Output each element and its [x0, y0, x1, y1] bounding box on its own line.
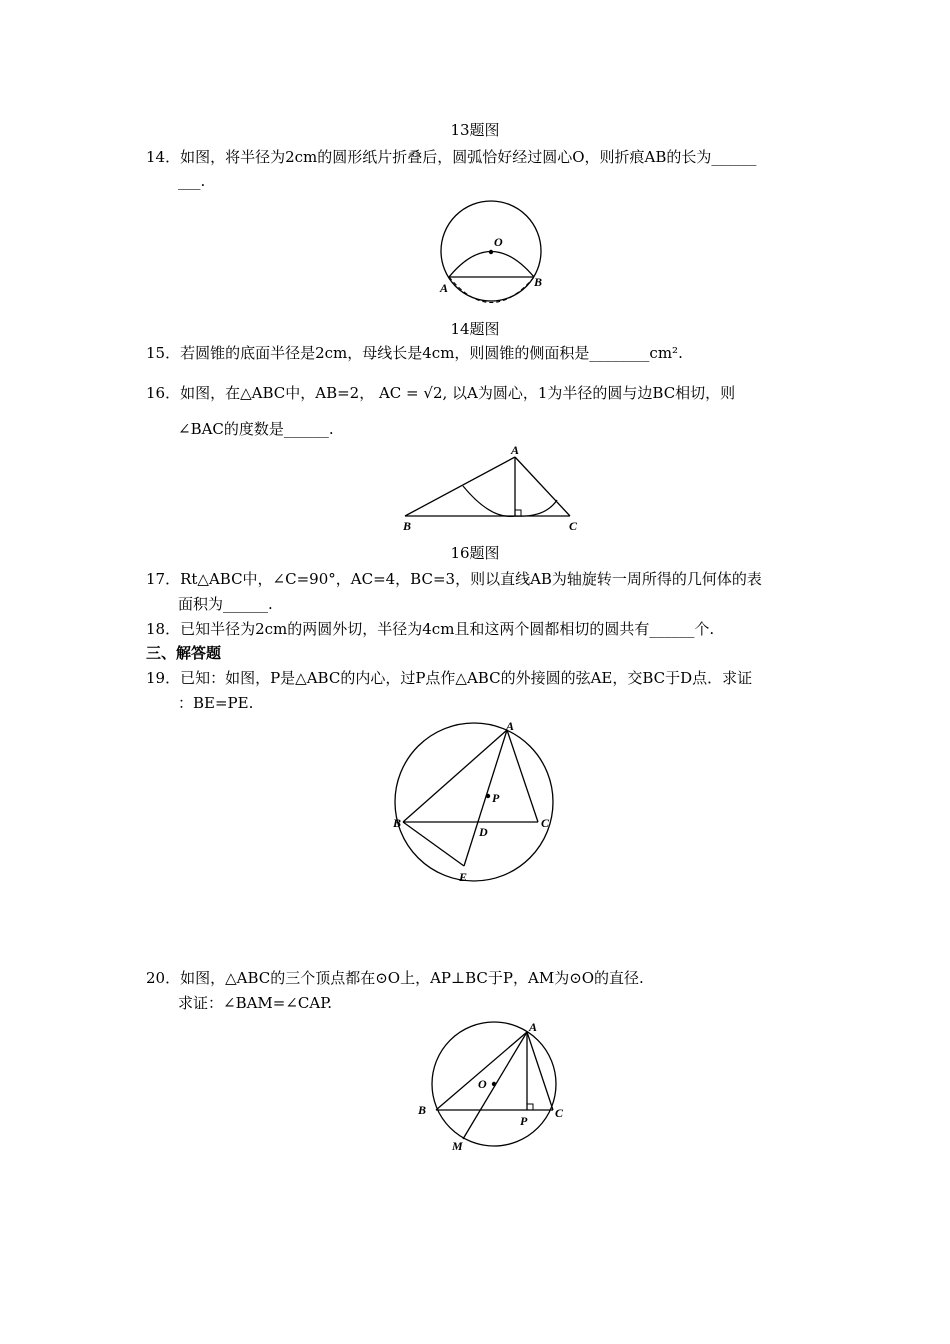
fig19-label-a: A — [506, 719, 515, 733]
question-19-line-2: ：BE=PE. — [178, 694, 254, 712]
figure-caption-16: 16题图 — [450, 544, 500, 562]
fig14-label-b: B — [534, 275, 543, 289]
question-19-line-1: 19．已知：如图，P是△ABC的内心，过P点作△ABC的外接圆的弦AE，交BC于D点．求证 — [146, 669, 753, 687]
fig19-segment-be — [403, 822, 464, 866]
fig16-arc — [463, 486, 557, 516]
fig16-label-b: B — [403, 519, 412, 533]
fig16-label-a: A — [511, 443, 520, 457]
fig14-label-a: A — [440, 281, 449, 295]
section-heading-3: 三、解答题 — [146, 644, 222, 662]
fig14-label-o: O — [494, 235, 503, 249]
fig19-side-ac — [507, 730, 538, 822]
fig20-right-angle — [527, 1104, 533, 1110]
fig14-dashed-arc — [449, 277, 534, 303]
question-16-line-2: ∠BAC的度数是______. — [178, 420, 334, 438]
fig19-label-b: B — [393, 816, 402, 830]
fig19-label-p: P — [492, 791, 500, 805]
fig16-label-c: C — [569, 519, 578, 533]
question-18-line-1: 18．已知半径为2cm的两圆外切，半径为4cm且和这两个圆都相切的圆共有______个. — [146, 620, 715, 638]
fig19-chord-ae — [464, 730, 507, 866]
fig20-label-a: A — [529, 1020, 538, 1034]
fig14-folded-arc — [449, 252, 534, 278]
question-20-line-2: 求证：∠BAM=∠CAP. — [178, 994, 333, 1012]
fig19-circle — [395, 723, 553, 881]
fig16-side-ac — [515, 457, 570, 516]
fig20-label-p: P — [520, 1114, 528, 1128]
fig19-label-e: E — [459, 870, 468, 884]
fig19-side-ab — [403, 730, 507, 822]
question-14-line-1: 14．如图，将半径为2cm的圆形纸片折叠后，圆弧恰好经过圆心O，则折痕AB的长为______ — [146, 148, 757, 166]
question-15-line-1: 15．若圆锥的底面半径是2cm，母线长是4cm，则圆锥的侧面积是________cm². — [146, 344, 683, 362]
fig14-center-dot — [489, 250, 493, 254]
fig20-label-m: M — [452, 1139, 463, 1153]
figure-caption-14: 14题图 — [450, 320, 500, 338]
fig16-right-angle — [515, 510, 521, 516]
question-17-line-1: 17．Rt△ABC中，∠C=90°，AC=4，BC=3，则以直线AB为轴旋转一周所得的几何体的表 — [146, 570, 762, 588]
fig20-side-ac — [527, 1032, 553, 1110]
question-14-line-2: ___. — [178, 172, 206, 190]
fig16-side-ab — [405, 457, 515, 516]
fig20-label-b: B — [418, 1103, 427, 1117]
fig20-center-dot — [492, 1082, 496, 1086]
fig19-label-d: D — [479, 825, 488, 839]
fig19-incenter-dot — [486, 794, 490, 798]
fig20-label-c: C — [555, 1106, 564, 1120]
fig20-label-o: O — [478, 1077, 487, 1091]
figure-16 — [395, 440, 595, 536]
figure-14 — [420, 196, 560, 308]
figure-caption-13: 13题图 — [450, 121, 500, 139]
fig20-side-ab — [436, 1032, 527, 1110]
question-20-line-1: 20．如图，△ABC的三个顶点都在⊙O上，AP⊥BC于P，AM为⊙O的直径. — [146, 969, 644, 987]
question-16-line-1: 16．如图，在△ABC中，AB=2， AC = √2, 以A为圆心，1为半径的圆与边BC相切，则 — [146, 384, 736, 402]
question-17-line-2: 面积为______. — [178, 595, 273, 613]
fig19-label-c: C — [541, 816, 550, 830]
figure-20 — [410, 1016, 580, 1158]
figure-19 — [390, 716, 565, 886]
